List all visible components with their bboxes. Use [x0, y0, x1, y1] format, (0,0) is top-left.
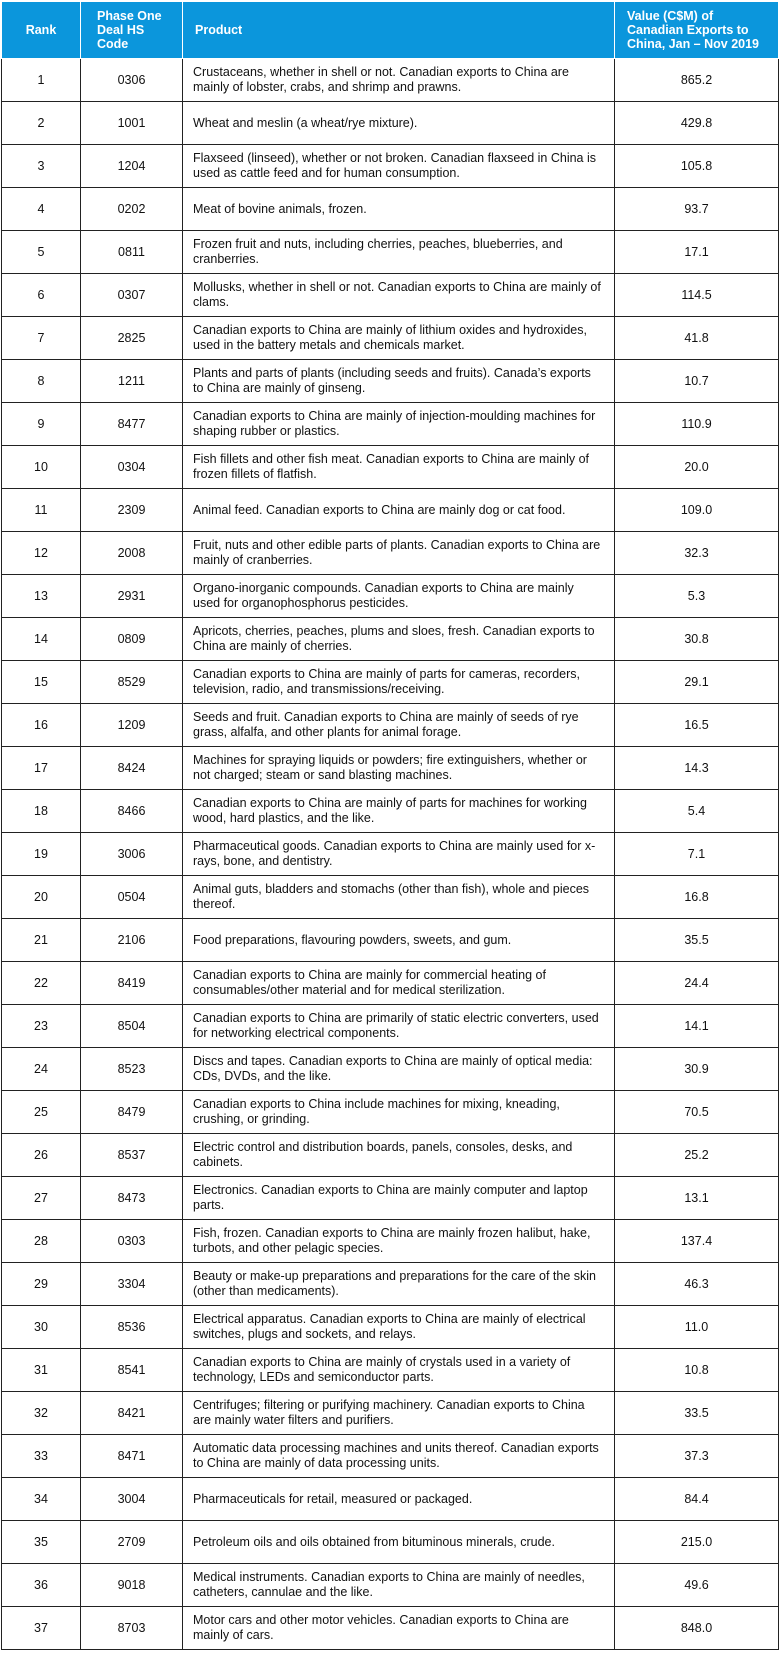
- product-cell: Canadian exports to China are mainly of parts for cameras, recorders, television, radio, and transmissions/receiving.: [183, 661, 615, 704]
- product-cell: Fruit, nuts and other edible parts of plants. Canadian exports to China are mainly of cranberries.: [183, 532, 615, 575]
- hs-code-cell: 1209: [81, 704, 183, 747]
- hs-code-cell: 0307: [81, 274, 183, 317]
- product-cell: Centrifuges; filtering or purifying machinery. Canadian exports to China are mainly water filters and purifiers.: [183, 1392, 615, 1435]
- table-row: [2, 1263, 779, 1306]
- table-row: [2, 532, 779, 575]
- rank-cell: 33: [2, 1435, 81, 1478]
- table-body: [2, 59, 779, 1650]
- rank-cell: 2: [2, 102, 81, 145]
- hs-code-cell: 1204: [81, 145, 183, 188]
- value-cell: 5.4: [615, 790, 779, 833]
- value-cell: 10.8: [615, 1349, 779, 1392]
- table-row: [2, 1048, 779, 1091]
- product-cell: Apricots, cherries, peaches, plums and sloes, fresh. Canadian exports to China are mainly of cherries.: [183, 618, 615, 661]
- hs-code-cell: 3304: [81, 1263, 183, 1306]
- product-cell: Discs and tapes. Canadian exports to China are mainly of optical media: CDs, DVDs, and the like.: [183, 1048, 615, 1091]
- rank-cell: 30: [2, 1306, 81, 1349]
- hs-code-cell: 8424: [81, 747, 183, 790]
- product-cell: Medical instruments. Canadian exports to China are mainly of needles, catheters, cannulae and the like.: [183, 1564, 615, 1607]
- value-cell: 49.6: [615, 1564, 779, 1607]
- table-row: [2, 274, 779, 317]
- product-cell: Flaxseed (linseed), whether or not broken. Canadian flaxseed in China is used as cattle feed and for human consumption.: [183, 145, 615, 188]
- value-cell: 109.0: [615, 489, 779, 532]
- hs-code-cell: 2309: [81, 489, 183, 532]
- rank-cell: 37: [2, 1607, 81, 1650]
- rank-cell: 13: [2, 575, 81, 618]
- header-rank: Rank: [2, 2, 81, 59]
- value-cell: 13.1: [615, 1177, 779, 1220]
- table-row: [2, 1177, 779, 1220]
- product-cell: Canadian exports to China include machines for mixing, kneading, crushing, or grinding.: [183, 1091, 615, 1134]
- hs-code-cell: 0811: [81, 231, 183, 274]
- value-cell: 14.1: [615, 1005, 779, 1048]
- product-cell: Canadian exports to China are mainly of crystals used in a variety of technology, LEDs and semiconductor parts.: [183, 1349, 615, 1392]
- hs-code-cell: 0202: [81, 188, 183, 231]
- product-cell: Beauty or make-up preparations and preparations for the care of the skin (other than medicaments).: [183, 1263, 615, 1306]
- table-row: [2, 747, 779, 790]
- table-row: [2, 876, 779, 919]
- rank-cell: 3: [2, 145, 81, 188]
- product-cell: Petroleum oils and oils obtained from bituminous minerals, crude.: [183, 1521, 615, 1564]
- hs-code-cell: 8703: [81, 1607, 183, 1650]
- rank-cell: 22: [2, 962, 81, 1005]
- product-cell: Canadian exports to China are mainly of lithium oxides and hydroxides, used in the battery metals and chemicals market.: [183, 317, 615, 360]
- value-cell: 30.9: [615, 1048, 779, 1091]
- table-row: [2, 833, 779, 876]
- product-cell: Mollusks, whether in shell or not. Canadian exports to China are mainly of clams.: [183, 274, 615, 317]
- table-row: [2, 1607, 779, 1650]
- value-cell: 33.5: [615, 1392, 779, 1435]
- value-cell: 10.7: [615, 360, 779, 403]
- hs-code-cell: 1001: [81, 102, 183, 145]
- product-cell: Canadian exports to China are primarily of static electric converters, used for networking electrical components.: [183, 1005, 615, 1048]
- value-cell: 70.5: [615, 1091, 779, 1134]
- table-row: [2, 575, 779, 618]
- rank-cell: 36: [2, 1564, 81, 1607]
- value-cell: 7.1: [615, 833, 779, 876]
- exports-table: [1, 1, 779, 1650]
- hs-code-cell: 0809: [81, 618, 183, 661]
- rank-cell: 17: [2, 747, 81, 790]
- table-row: [2, 59, 779, 102]
- value-cell: 105.8: [615, 145, 779, 188]
- table-row: [2, 489, 779, 532]
- hs-code-cell: 8473: [81, 1177, 183, 1220]
- value-cell: 93.7: [615, 188, 779, 231]
- hs-code-cell: 0504: [81, 876, 183, 919]
- table-row: [2, 145, 779, 188]
- product-cell: Plants and parts of plants (including seeds and fruits). Canada’s exports to China are mainly of ginseng.: [183, 360, 615, 403]
- product-cell: Pharmaceutical goods. Canadian exports to China are mainly used for x-rays, bone, and dentistry.: [183, 833, 615, 876]
- hs-code-cell: 8421: [81, 1392, 183, 1435]
- value-cell: 24.4: [615, 962, 779, 1005]
- hs-code-cell: 3004: [81, 1478, 183, 1521]
- value-cell: 20.0: [615, 446, 779, 489]
- table-row: [2, 618, 779, 661]
- product-cell: Canadian exports to China are mainly of injection-moulding machines for shaping rubber or plastics.: [183, 403, 615, 446]
- product-cell: Electrical apparatus. Canadian exports to China are mainly of electrical switches, plugs and sockets, and relays.: [183, 1306, 615, 1349]
- rank-cell: 8: [2, 360, 81, 403]
- product-cell: Automatic data processing machines and units thereof. Canadian exports to China are mainly of data processing units.: [183, 1435, 615, 1478]
- rank-cell: 26: [2, 1134, 81, 1177]
- product-cell: Canadian exports to China are mainly for commercial heating of consumables/other material and for medical sterilization.: [183, 962, 615, 1005]
- product-cell: Pharmaceuticals for retail, measured or packaged.: [183, 1478, 615, 1521]
- hs-code-cell: 8537: [81, 1134, 183, 1177]
- value-cell: 14.3: [615, 747, 779, 790]
- table-row: [2, 403, 779, 446]
- table-header-row: [2, 2, 779, 59]
- rank-cell: 23: [2, 1005, 81, 1048]
- table-row: [2, 790, 779, 833]
- rank-cell: 31: [2, 1349, 81, 1392]
- rank-cell: 12: [2, 532, 81, 575]
- rank-cell: 25: [2, 1091, 81, 1134]
- value-cell: 41.8: [615, 317, 779, 360]
- hs-code-cell: 3006: [81, 833, 183, 876]
- product-cell: Fish fillets and other fish meat. Canadian exports to China are mainly of frozen fillets of flatfish.: [183, 446, 615, 489]
- hs-code-cell: 8529: [81, 661, 183, 704]
- value-cell: 37.3: [615, 1435, 779, 1478]
- rank-cell: 32: [2, 1392, 81, 1435]
- header-product: Product: [183, 2, 615, 59]
- header-hs-code: Phase One Deal HS Code: [81, 2, 183, 59]
- table-row: [2, 1134, 779, 1177]
- table-row: [2, 1564, 779, 1607]
- product-cell: Canadian exports to China are mainly of parts for machines for working wood, hard plastics, and the like.: [183, 790, 615, 833]
- hs-code-cell: 8419: [81, 962, 183, 1005]
- hs-code-cell: 2709: [81, 1521, 183, 1564]
- table-row: [2, 317, 779, 360]
- rank-cell: 24: [2, 1048, 81, 1091]
- value-cell: 137.4: [615, 1220, 779, 1263]
- rank-cell: 27: [2, 1177, 81, 1220]
- value-cell: 114.5: [615, 274, 779, 317]
- table-row: [2, 188, 779, 231]
- product-cell: Animal feed. Canadian exports to China are mainly dog or cat food.: [183, 489, 615, 532]
- rank-cell: 4: [2, 188, 81, 231]
- product-cell: Food preparations, flavouring powders, sweets, and gum.: [183, 919, 615, 962]
- value-cell: 16.8: [615, 876, 779, 919]
- value-cell: 30.8: [615, 618, 779, 661]
- value-cell: 429.8: [615, 102, 779, 145]
- hs-code-cell: 8466: [81, 790, 183, 833]
- rank-cell: 29: [2, 1263, 81, 1306]
- table-row: [2, 704, 779, 747]
- table-row: [2, 1392, 779, 1435]
- rank-cell: 35: [2, 1521, 81, 1564]
- hs-code-cell: 8504: [81, 1005, 183, 1048]
- value-cell: 32.3: [615, 532, 779, 575]
- hs-code-cell: 9018: [81, 1564, 183, 1607]
- rank-cell: 16: [2, 704, 81, 747]
- product-cell: Motor cars and other motor vehicles. Canadian exports to China are mainly of cars.: [183, 1607, 615, 1650]
- table-row: [2, 1349, 779, 1392]
- rank-cell: 11: [2, 489, 81, 532]
- rank-cell: 28: [2, 1220, 81, 1263]
- hs-code-cell: 2825: [81, 317, 183, 360]
- table-row: [2, 360, 779, 403]
- hs-code-cell: 8523: [81, 1048, 183, 1091]
- table-row: [2, 919, 779, 962]
- table-row: [2, 962, 779, 1005]
- table-row: [2, 1220, 779, 1263]
- hs-code-cell: 8536: [81, 1306, 183, 1349]
- rank-cell: 18: [2, 790, 81, 833]
- hs-code-cell: 8471: [81, 1435, 183, 1478]
- rank-cell: 14: [2, 618, 81, 661]
- value-cell: 35.5: [615, 919, 779, 962]
- hs-code-cell: 0306: [81, 59, 183, 102]
- hs-code-cell: 0303: [81, 1220, 183, 1263]
- rank-cell: 9: [2, 403, 81, 446]
- hs-code-cell: 1211: [81, 360, 183, 403]
- value-cell: 84.4: [615, 1478, 779, 1521]
- product-cell: Wheat and meslin (a wheat/rye mixture).: [183, 102, 615, 145]
- product-cell: Fish, frozen. Canadian exports to China are mainly frozen halibut, hake, turbots, and other pelagic species.: [183, 1220, 615, 1263]
- hs-code-cell: 0304: [81, 446, 183, 489]
- hs-code-cell: 2931: [81, 575, 183, 618]
- rank-cell: 6: [2, 274, 81, 317]
- product-cell: Electronics. Canadian exports to China are mainly computer and laptop parts.: [183, 1177, 615, 1220]
- table-row: [2, 1005, 779, 1048]
- value-cell: 11.0: [615, 1306, 779, 1349]
- table-row: [2, 1435, 779, 1478]
- header-value: Value (C$M) of Canadian Exports to China, Jan – Nov 2019: [615, 2, 779, 59]
- value-cell: 17.1: [615, 231, 779, 274]
- hs-code-cell: 8477: [81, 403, 183, 446]
- rank-cell: 20: [2, 876, 81, 919]
- rank-cell: 34: [2, 1478, 81, 1521]
- hs-code-cell: 2106: [81, 919, 183, 962]
- table-row: [2, 1478, 779, 1521]
- hs-code-cell: 8479: [81, 1091, 183, 1134]
- value-cell: 16.5: [615, 704, 779, 747]
- rank-cell: 7: [2, 317, 81, 360]
- value-cell: 5.3: [615, 575, 779, 618]
- rank-cell: 21: [2, 919, 81, 962]
- product-cell: Frozen fruit and nuts, including cherries, peaches, blueberries, and cranberries.: [183, 231, 615, 274]
- value-cell: 848.0: [615, 1607, 779, 1650]
- value-cell: 110.9: [615, 403, 779, 446]
- table-row: [2, 1521, 779, 1564]
- rank-cell: 19: [2, 833, 81, 876]
- table-row: [2, 1091, 779, 1134]
- product-cell: Electric control and distribution boards, panels, consoles, desks, and cabinets.: [183, 1134, 615, 1177]
- rank-cell: 5: [2, 231, 81, 274]
- value-cell: 29.1: [615, 661, 779, 704]
- product-cell: Animal guts, bladders and stomachs (other than fish), whole and pieces thereof.: [183, 876, 615, 919]
- rank-cell: 1: [2, 59, 81, 102]
- rank-cell: 15: [2, 661, 81, 704]
- hs-code-cell: 2008: [81, 532, 183, 575]
- value-cell: 215.0: [615, 1521, 779, 1564]
- value-cell: 25.2: [615, 1134, 779, 1177]
- rank-cell: 10: [2, 446, 81, 489]
- product-cell: Machines for spraying liquids or powders; fire extinguishers, whether or not charged; steam or sand blasting machines.: [183, 747, 615, 790]
- table-row: [2, 102, 779, 145]
- product-cell: Meat of bovine animals, frozen.: [183, 188, 615, 231]
- hs-code-cell: 8541: [81, 1349, 183, 1392]
- value-cell: 46.3: [615, 1263, 779, 1306]
- product-cell: Crustaceans, whether in shell or not. Canadian exports to China are mainly of lobster, crabs, and shrimp and prawns.: [183, 59, 615, 102]
- table-row: [2, 1306, 779, 1349]
- product-cell: Seeds and fruit. Canadian exports to China are mainly of seeds of rye grass, alfalfa, and other plants for animal forage.: [183, 704, 615, 747]
- value-cell: 865.2: [615, 59, 779, 102]
- table-row: [2, 231, 779, 274]
- product-cell: Organo-inorganic compounds. Canadian exports to China are mainly used for organophosphorus pesticides.: [183, 575, 615, 618]
- table-row: [2, 661, 779, 704]
- table-row: [2, 446, 779, 489]
